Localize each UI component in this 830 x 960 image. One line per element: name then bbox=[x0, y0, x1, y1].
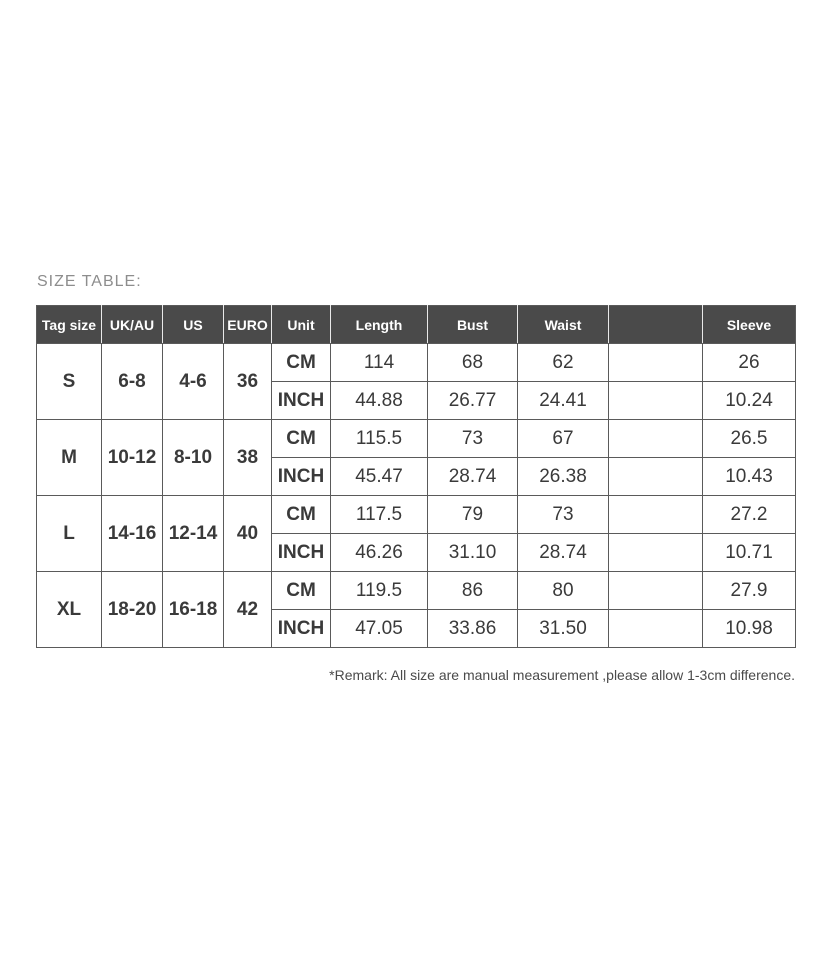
cell-us: 16-18 bbox=[163, 572, 224, 648]
cell-sleeve: 10.98 bbox=[703, 610, 796, 648]
cell-sleeve: 26 bbox=[703, 344, 796, 382]
cell-sleeve: 27.2 bbox=[703, 496, 796, 534]
cell-extra bbox=[609, 344, 703, 382]
table-row-m-cm bbox=[37, 420, 796, 458]
size-table bbox=[36, 305, 796, 648]
cell-sleeve: 10.71 bbox=[703, 534, 796, 572]
col-header-us: US bbox=[163, 306, 224, 344]
cell-extra bbox=[609, 458, 703, 496]
col-header-sleeve: Sleeve bbox=[703, 306, 796, 344]
cell-extra bbox=[609, 610, 703, 648]
col-header-unit: Unit bbox=[272, 306, 331, 344]
cell-sleeve: 27.9 bbox=[703, 572, 796, 610]
cell-uk-au: 14-16 bbox=[102, 496, 163, 572]
cell-waist: 31.50 bbox=[518, 610, 609, 648]
cell-length: 44.88 bbox=[331, 382, 428, 420]
cell-extra bbox=[609, 496, 703, 534]
cell-bust: 31.10 bbox=[428, 534, 518, 572]
cell-unit-cm: CM bbox=[272, 496, 331, 534]
cell-bust: 68 bbox=[428, 344, 518, 382]
table-row-s-cm bbox=[37, 344, 796, 382]
cell-euro: 36 bbox=[224, 344, 272, 420]
cell-unit-inch: INCH bbox=[272, 534, 331, 572]
cell-sleeve: 26.5 bbox=[703, 420, 796, 458]
cell-us: 8-10 bbox=[163, 420, 224, 496]
cell-sleeve: 10.43 bbox=[703, 458, 796, 496]
cell-length: 45.47 bbox=[331, 458, 428, 496]
cell-extra bbox=[609, 420, 703, 458]
cell-length: 117.5 bbox=[331, 496, 428, 534]
page-title: SIZE TABLE: bbox=[37, 273, 142, 290]
cell-bust: 28.74 bbox=[428, 458, 518, 496]
cell-waist: 80 bbox=[518, 572, 609, 610]
col-header-uk-au: UK/AU bbox=[102, 306, 163, 344]
cell-bust: 33.86 bbox=[428, 610, 518, 648]
table-row-xl-cm bbox=[37, 572, 796, 610]
cell-bust: 79 bbox=[428, 496, 518, 534]
cell-unit-inch: INCH bbox=[272, 382, 331, 420]
cell-uk-au: 18-20 bbox=[102, 572, 163, 648]
cell-us: 12-14 bbox=[163, 496, 224, 572]
cell-waist: 73 bbox=[518, 496, 609, 534]
col-header-tag-size: Tag size bbox=[37, 306, 102, 344]
cell-length: 46.26 bbox=[331, 534, 428, 572]
remark-text: *Remark: All size are manual measurement ,please allow 1-3cm difference. bbox=[329, 667, 795, 683]
cell-tag-size: S bbox=[37, 344, 102, 420]
cell-uk-au: 6-8 bbox=[102, 344, 163, 420]
cell-unit-inch: INCH bbox=[272, 458, 331, 496]
cell-uk-au: 10-12 bbox=[102, 420, 163, 496]
cell-bust: 73 bbox=[428, 420, 518, 458]
cell-euro: 40 bbox=[224, 496, 272, 572]
cell-us: 4-6 bbox=[163, 344, 224, 420]
cell-length: 119.5 bbox=[331, 572, 428, 610]
cell-unit-inch: INCH bbox=[272, 610, 331, 648]
cell-tag-size: M bbox=[37, 420, 102, 496]
cell-unit-cm: CM bbox=[272, 344, 331, 382]
cell-sleeve: 10.24 bbox=[703, 382, 796, 420]
cell-length: 115.5 bbox=[331, 420, 428, 458]
cell-euro: 38 bbox=[224, 420, 272, 496]
col-header-length: Length bbox=[331, 306, 428, 344]
cell-waist: 24.41 bbox=[518, 382, 609, 420]
cell-waist: 67 bbox=[518, 420, 609, 458]
cell-tag-size: XL bbox=[37, 572, 102, 648]
cell-length: 47.05 bbox=[331, 610, 428, 648]
cell-unit-cm: CM bbox=[272, 572, 331, 610]
cell-extra bbox=[609, 534, 703, 572]
cell-bust: 86 bbox=[428, 572, 518, 610]
cell-extra bbox=[609, 572, 703, 610]
cell-unit-cm: CM bbox=[272, 420, 331, 458]
cell-tag-size: L bbox=[37, 496, 102, 572]
col-header-waist: Waist bbox=[518, 306, 609, 344]
cell-waist: 62 bbox=[518, 344, 609, 382]
table-row-l-cm bbox=[37, 496, 796, 534]
col-header-blank bbox=[609, 306, 703, 344]
cell-extra bbox=[609, 382, 703, 420]
header-row bbox=[37, 306, 796, 344]
cell-length: 114 bbox=[331, 344, 428, 382]
col-header-bust: Bust bbox=[428, 306, 518, 344]
cell-euro: 42 bbox=[224, 572, 272, 648]
cell-bust: 26.77 bbox=[428, 382, 518, 420]
col-header-euro: EURO bbox=[224, 306, 272, 344]
cell-waist: 28.74 bbox=[518, 534, 609, 572]
cell-waist: 26.38 bbox=[518, 458, 609, 496]
